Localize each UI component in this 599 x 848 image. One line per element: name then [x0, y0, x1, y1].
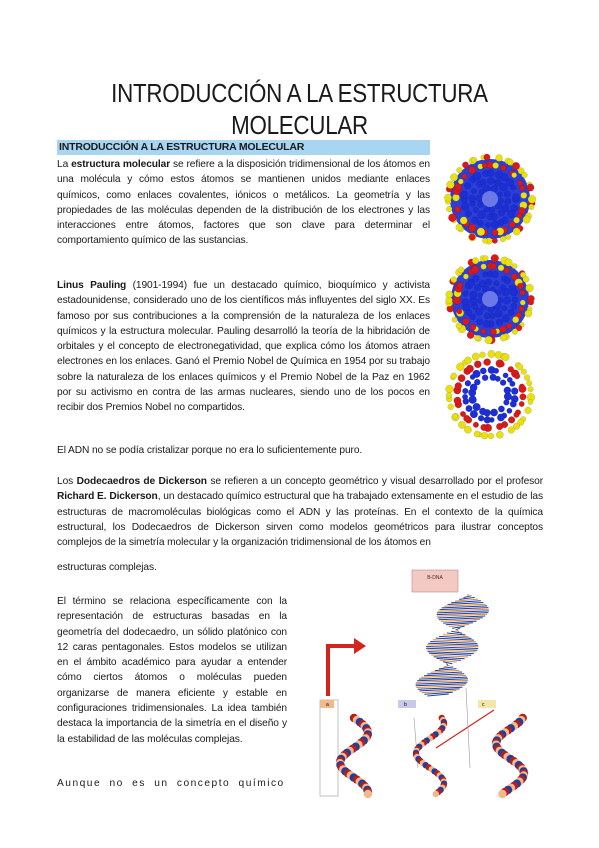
- bold-term-dickerson: Richard E. Dickerson: [57, 491, 158, 503]
- svg-text:c: c: [482, 702, 485, 708]
- paragraph-dickerson: Los Dodecaedros de Dickerson se refieren a un concepto geométrico y visual desarrollado por el profesor Richard E. Dickerson, un destacado químico estructural que ha trabajado extensamente en el estudio de las estructuras de macromoléculas biológicas como el ADN y las proteínas. En el contexto de la química estructural, los Dodecaedros de Dickerson sirven como modelos geométricos para ilustrar conceptos complejos de la simetría molecular y la organización tridimensional de los átomos en: [57, 476, 543, 549]
- bold-term-dodecaedros: Dodecaedros de Dickerson: [76, 476, 207, 487]
- paragraph-adn: El ADN no se podía cristalizar porque no era lo suficientemente puro.: [57, 445, 363, 456]
- section-heading: [57, 140, 430, 155]
- molecular-sphere-models-icon: [435, 152, 545, 442]
- paragraph-linus-pauling: Linus Pauling (1901-1994) fue un destacado químico, bioquímico y activista estadounidense, considerado uno de los científicos más influyentes del siglo XX. Es famoso por sus contribuciones a la comprensión de la naturaleza de los enlaces químicos y la estructura molecular. Pauling desarrolló la teoría de la hibridación de orbitales y el concepto de electronegatividad, que explica cómo los átomos atraen electrones en los enlaces. Ganó el Premio Nobel de Química en 1954 por su trabajo sobre la naturaleza de los enlaces químicos y el Premio Nobel de la Paz en 1962 por su activismo en contra de las armas nucleares, siendo uno de los pocos en recibir dos Premios Nobel no compartidos.: [57, 280, 430, 414]
- dna-structure-figure-icon: [318, 568, 550, 800]
- paragraph-continuation: estructuras complejas.: [57, 562, 157, 573]
- section-heading-text: INTRODUCCIÓN A LA ESTRUCTURA MOLECULAR: [59, 141, 305, 153]
- paragraph-trailing: Aunque no es un concepto químico: [57, 778, 285, 789]
- svg-text:a: a: [326, 702, 329, 708]
- paragraph-dodecahedron: El término se relaciona específicamente con la representación de estructuras basadas en la geometría del dodecaedro, un sólido platónico con 12 caras pentagonales. Estos modelos se utilizan en el ámbito académico para ayudar a entender cómo ciertos átomos o moléculas pueden organizarse de manera eficiente y estable en configuraciones tridimensionales. La idea también destaca la importancia de la simetría en el diseño y la estabilidad de las moléculas complejas.: [57, 596, 287, 745]
- paragraph-molecular-structure: La estructura molecular se refiere a la disposición tridimensional de los átomos en una molécula y cómo estos átomos se mantienen unidos mediante enlaces químicos, como enlaces covalentes, iónicos o metálicos. La geometría y las propiedades de las moléculas dependen de la distribución de los electrones y las interacciones entre átomos, factores que son clave para determinar el comportamiento químico de las sustancias.: [57, 159, 431, 247]
- page-title: INTRODUCCIÓN A LA ESTRUCTURA MOLECULAR: [111, 78, 488, 141]
- bold-term-estructura: estructura molecular: [71, 159, 171, 170]
- dna-top-label: B-DNA: [427, 575, 443, 581]
- bold-term-pauling: Linus Pauling: [57, 280, 127, 291]
- svg-text:b: b: [404, 702, 407, 708]
